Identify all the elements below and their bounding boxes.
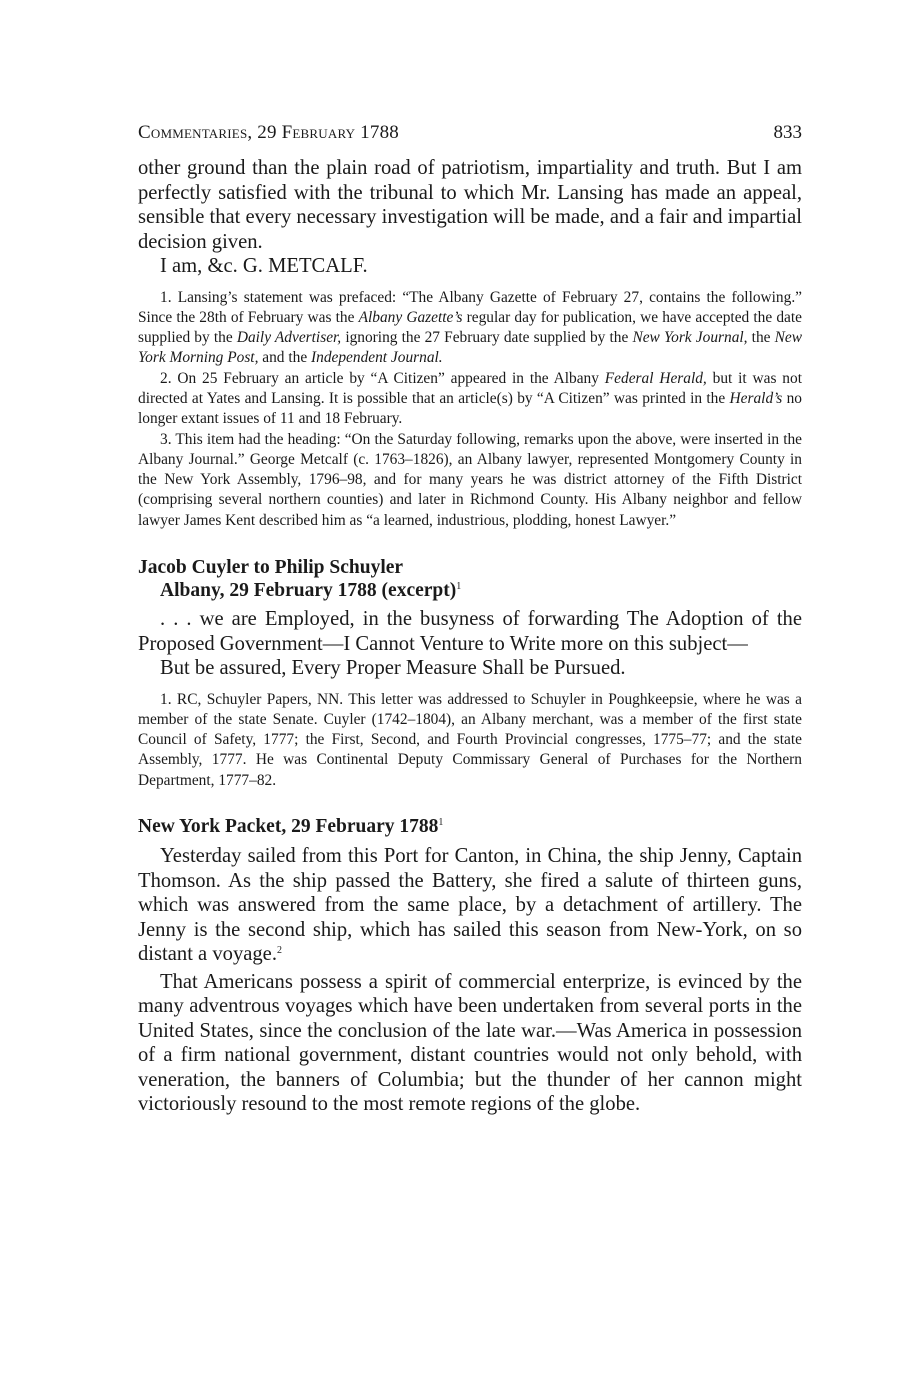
running-head: [138, 122, 802, 156]
rh-cap: C: [138, 122, 151, 143]
packet-heading: New York Packet, 29 February 1788$^1$: [138, 816, 444, 838]
metcalf-closing: I am, &c. G. METCALF.: [160, 255, 368, 277]
page-number: 833: [773, 122, 802, 143]
rh-smallcaps: ommentaries: [150, 122, 248, 143]
metcalf-paragraph: other ground than the plain road of patriotism, impartiality and truth. But I am perfectly satisfied with the tribunal to which Mr. Lansing has made an appeal, sensible that every necessary investigation will be made, and a fair and impartial decision given.: [138, 157, 802, 253]
cuyler-paragraph-1: . . . we are Employed, in the busyness of forwarding The Adoption of the Proposed Government—I Cannot Venture to Write more on this subject—: [138, 608, 802, 655]
cuyler-footnote-1: 1. RC, Schuyler Papers, NN. This letter was addressed to Schuyler in Poughkeepsie, where he was a member of the state Senate. Cuyler (1742–1804), an Albany merchant, was a member of the first state Council of Safety, 1777; the First, Second, and Fourth Provincial congresses, 1775–77; and the state Assembly, 1777. He was Continental Deputy Commissary General of Purchases for the Northern Department, 1777–82.: [138, 690, 802, 789]
metcalf-footnotes: [138, 288, 802, 532]
cuyler-paragraph-2: But be assured, Every Proper Measure Shall be Pursued.: [160, 657, 626, 680]
footnote-2: 2. On 25 February an article by “A Citizen” appeared in the Albany Federal Herald, but it was not directed at Yates and Lansing. It is possible that an article(s) by “A Citizen” was printed in the Herald’s no longer extant issues of 11 and 18 February.: [138, 369, 802, 428]
rh-date: , 29: [247, 122, 282, 143]
cuyler-footnotes: [138, 690, 802, 791]
cuyler-heading: Jacob Cuyler to Philip Schuyler: [138, 557, 404, 579]
packet-paragraph-1: Yesterday sailed from this Port for Canton, in China, the ship Jenny, Captain Thomson. As the ship passed the Battery, she fired a salute of thirteen guns, which was answered from the same place, by a detachment of artillery. The Jenny is the second ship, which has sailed this season from New-York, on so distant a voyage.$^2$: [138, 845, 802, 966]
rh-cap: F: [281, 122, 293, 143]
rh-year: 1788: [355, 122, 399, 143]
footnote-1: 1. Lansing’s statement was prefaced: “The Albany Gazette of February 27, contains the following.” Since the 28th of February was the Albany Gazette’s regular day for publication, we have accepted the date supplied by the Daily Advertiser, ignoring the 27 February date supplied by the New York Journal, the New York Morning Post, and the Independent Journal.: [138, 288, 803, 367]
running-head-title: [138, 122, 399, 144]
packet-paragraph-2: That Americans possess a spirit of commercial enterprize, is evinced by the many adventrous voyages which have been undertaken from several ports in the United States, since the conclusion of the late war.—Was America in possession of a firm national government, distant countries would not only behold, with veneration, the banners of Columbia; but the thunder of her cannon might victoriously resound to the most remote regions of the globe.: [138, 970, 802, 1116]
document-page: [138, 122, 802, 1117]
footnote-3: 3. This item had the heading: “On the Saturday following, remarks upon the above, were inserted in the Albany Journal.” George Metcalf (c. 1763–1826), an Albany lawyer, represented Montgomery County in the New York Assembly, 1796–98, and for many years he was district attorney of the Fifth District (comprising several northern counties) and later in Richmond County. His Albany neighbor and fellow lawyer James Kent described him as “a learned, industrious, plodding, honest Lawyer.”: [138, 430, 802, 529]
cuyler-subheading: Albany, 29 February 1788 (excerpt)$^1$: [160, 580, 462, 602]
rh-smallcaps: ebruary: [292, 122, 356, 143]
